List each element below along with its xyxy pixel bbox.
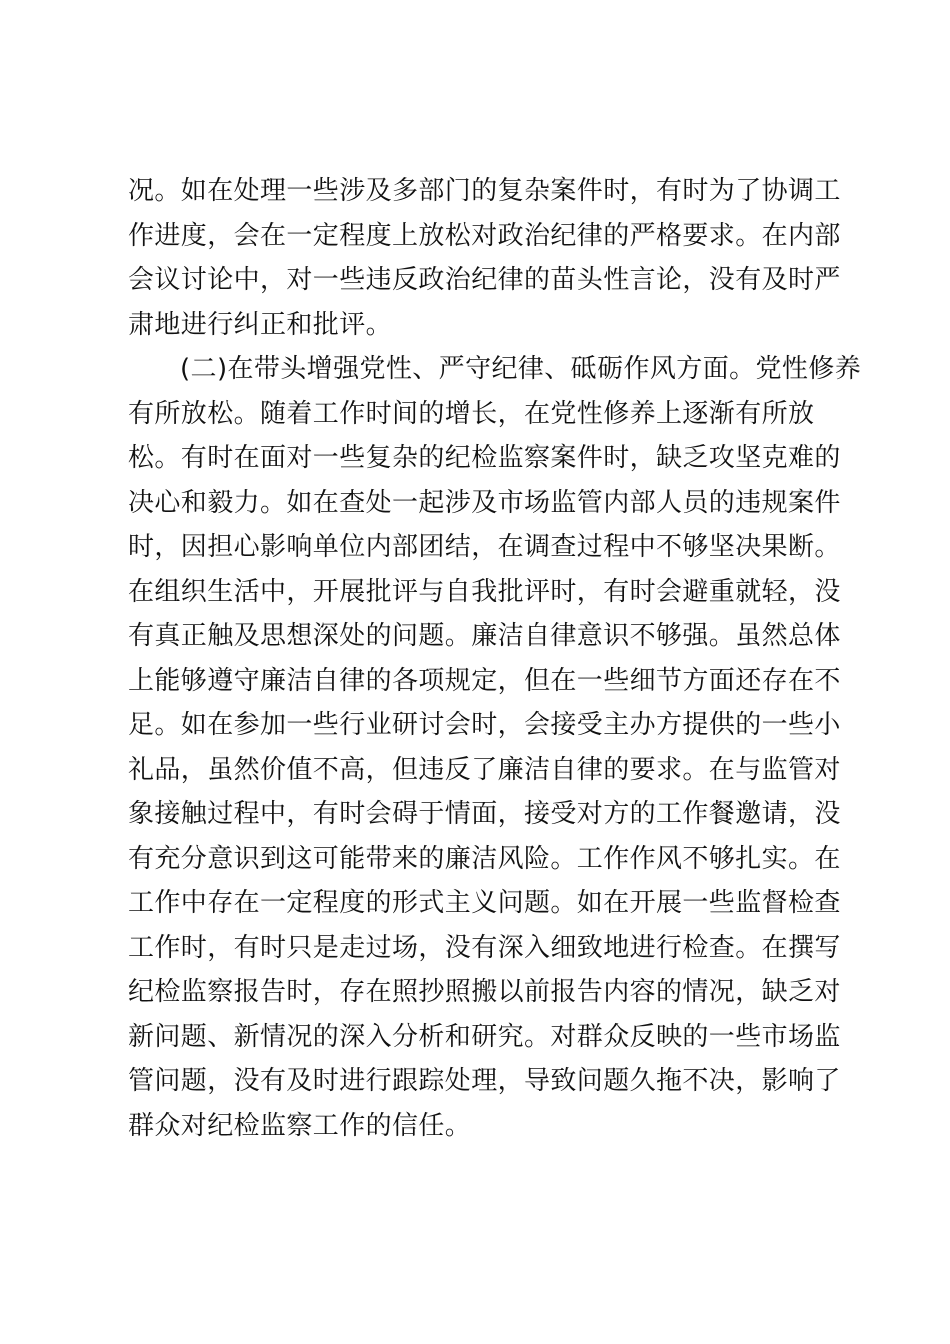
paragraph-line: 工作时，有时只是走过场，没有深入细致地进行检查。在撰写	[128, 932, 841, 963]
paragraph-line: 作进度，会在一定程度上放松对政治纪律的严格要求。在内部	[128, 220, 841, 251]
paragraph-line: 管问题，没有及时进行跟踪处理，导致问题久拖不决，影响了	[128, 1066, 841, 1096]
paragraph-line: 纪检监察报告时，存在照抄照搬以前报告内容的情况，缺乏对	[128, 977, 841, 1007]
paragraph-line: 象接触过程中，有时会碍于情面，接受对方的工作餐邀请，没	[128, 799, 841, 829]
paragraph-line: 在组织生活中，开展批评与自我批评时，有时会避重就轻，没	[128, 576, 841, 607]
document-body	[128, 169, 862, 1148]
paragraph-line: 新问题、新情况的深入分析和研究。对群众反映的一些市场监	[128, 1021, 841, 1052]
paragraph-line: 群众对纪检监察工作的信任。	[128, 1110, 472, 1141]
paragraph-line: 肃地进行纠正和批评。	[128, 309, 393, 340]
paragraph-line: 有充分意识到这可能带来的廉洁风险。工作作风不够扎实。在	[128, 843, 841, 874]
paragraph-line: 时，因担心影响单位内部团结，在调查过程中不够坚决果断。	[128, 532, 841, 562]
paragraph-line: 松。有时在面对一些复杂的纪检监察案件时，缺乏攻坚克难的	[128, 443, 841, 473]
paragraph-line: 上能够遵守廉洁自律的各项规定，但在一些细节方面还存在不	[128, 665, 841, 696]
paragraph-line: (二)在带头增强党性、严守纪律、砥砺作风方面。党性修养	[180, 354, 862, 384]
paragraph-1	[128, 169, 841, 347]
paragraph-line: 礼品，虽然价值不高，但违反了廉洁自律的要求。在与监管对	[128, 754, 841, 785]
paragraph-line: 会议讨论中，对一些违反政治纪律的苗头性言论，没有及时严	[128, 265, 841, 295]
paragraph-line: 决心和毅力。如在查处一起涉及市场监管内部人员的违规案件	[128, 487, 841, 518]
paragraph-line: 况。如在处理一些涉及多部门的复杂案件时，有时为了协调工	[128, 176, 841, 206]
paragraph-2	[128, 347, 862, 1148]
paragraph-line: 工作中存在一定程度的形式主义问题。如在开展一些监督检查	[128, 888, 841, 918]
paragraph-line: 有真正触及思想深处的问题。廉洁自律意识不够强。虽然总体	[128, 621, 841, 651]
paragraph-line: 足。如在参加一些行业研讨会时，会接受主办方提供的一些小	[128, 710, 841, 740]
paragraph-line: 有所放松。随着工作时间的增长，在党性修养上逐渐有所放	[128, 398, 815, 429]
